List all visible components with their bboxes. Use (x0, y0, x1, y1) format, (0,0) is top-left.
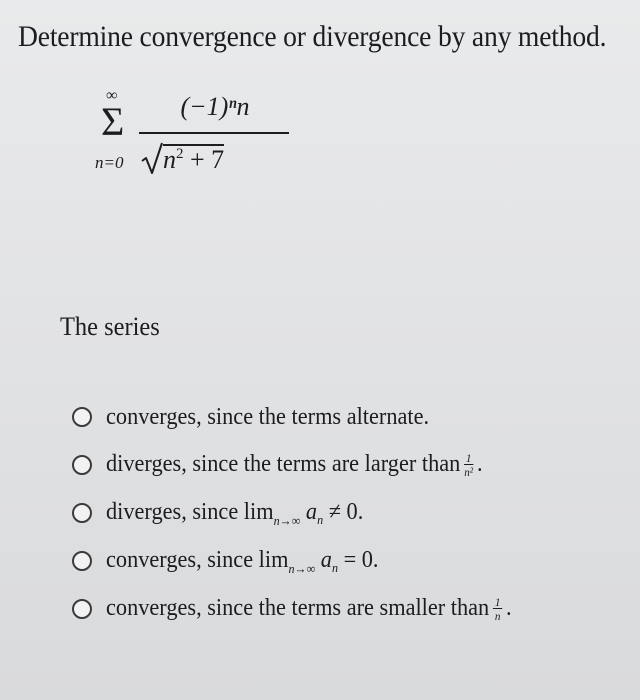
option-converges-limit[interactable] (72, 544, 399, 578)
inline-fraction-numerator: 1 (494, 595, 501, 610)
sigma-symbol: Σ (101, 99, 125, 144)
option-converges-alternate[interactable] (72, 400, 453, 434)
radio-button-icon[interactable] (72, 503, 92, 523)
option-diverges-limit[interactable] (72, 496, 383, 530)
option-converges-smaller[interactable] (72, 592, 542, 626)
option-text-after: = 0. (337, 546, 379, 573)
radio-button-icon[interactable] (72, 455, 92, 475)
series-term-fraction (139, 94, 289, 184)
option-label (106, 500, 363, 527)
option-text-after: . (477, 450, 483, 477)
inline-fraction (493, 596, 502, 622)
option-text-after: . (505, 594, 512, 621)
summation (95, 88, 135, 188)
radicand-exponent: 2 (176, 146, 184, 162)
square-root-icon (141, 142, 163, 174)
radio-button-icon[interactable] (72, 599, 92, 619)
radicand (163, 144, 224, 173)
option-text-before: diverges, since lim (106, 498, 274, 525)
option-text-before: converges, since the terms are smaller than (106, 594, 490, 621)
fraction-denominator (141, 142, 287, 176)
sigma-upper-limit: ∞ (106, 87, 118, 104)
option-label (106, 548, 378, 575)
option-label (106, 452, 483, 478)
inline-fraction-numerator: 1 (465, 451, 472, 466)
option-text-before: diverges, since the terms are larger than (106, 450, 461, 477)
option-label (106, 596, 512, 622)
fraction-bar (139, 132, 289, 134)
radicand-rest: + 7 (183, 145, 225, 174)
inline-fraction (464, 452, 473, 478)
option-diverges-larger[interactable] (72, 448, 511, 482)
prompt-label: The series (60, 312, 160, 341)
radio-button-icon[interactable] (72, 551, 92, 571)
series-expression (95, 88, 315, 188)
limit-subscript: n→∞ (288, 560, 316, 576)
option-label: converges, since the terms alternate. (106, 404, 430, 430)
limit-subscript: n→∞ (273, 512, 301, 528)
inline-fraction-denominator: n² (464, 465, 474, 480)
sequence-subscript: n (331, 559, 338, 575)
question-text: Determine convergence or divergence by any method. (18, 20, 607, 53)
radicand-base: n (163, 145, 176, 174)
radio-button-icon[interactable] (72, 407, 92, 427)
sequence-variable: a (305, 498, 318, 525)
sequence-variable: a (320, 546, 332, 573)
sequence-subscript: n (317, 511, 324, 527)
fraction-numerator: (−1)ⁿn (180, 92, 250, 121)
option-text-after: ≠ 0. (323, 498, 364, 525)
option-text-before: converges, since lim (106, 546, 289, 573)
inline-fraction-denominator: n (494, 609, 501, 624)
sigma-lower-limit: n=0 (95, 153, 124, 172)
